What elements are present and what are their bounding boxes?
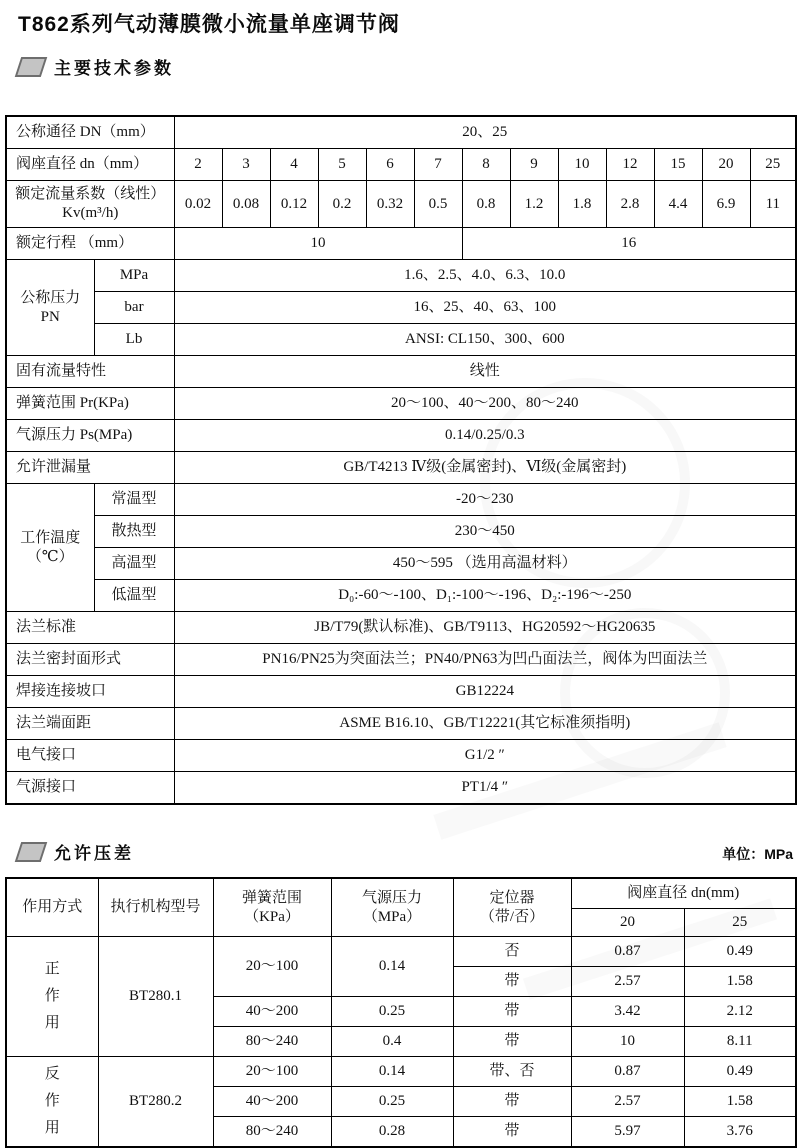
row-label: 气源接口 xyxy=(6,772,174,805)
allowable-pressure-diff-table xyxy=(5,877,797,1148)
sub-label: 高温型 xyxy=(94,548,174,580)
cell-dn: 8 xyxy=(462,149,510,181)
col-header-action-mode: 作用方式 xyxy=(6,878,98,937)
parallelogram-icon xyxy=(15,842,47,862)
table-row-reverse-1 xyxy=(6,1057,796,1087)
cell-spring: 80～240 xyxy=(213,1117,331,1148)
row-value: 1.6、2.5、4.0、6.3、10.0 xyxy=(174,260,796,292)
header-line2: （带/否） xyxy=(479,908,545,925)
col-header-spring-range xyxy=(213,878,331,937)
group-label-working-temperature xyxy=(6,484,94,612)
row-value: D₀:-60～-100、D₁:-100～-196、D₂:-196～-250 xyxy=(174,580,796,612)
section-bar-pressure-diff xyxy=(14,839,795,864)
table-row-flange-standard xyxy=(6,612,796,644)
cell-value-dn20: 0.87 xyxy=(571,937,684,967)
cell-spring: 40～200 xyxy=(213,997,331,1027)
sub-label: 散热型 xyxy=(94,516,174,548)
group-label-nominal-pressure xyxy=(6,260,94,356)
cell-spring: 40～200 xyxy=(213,1087,331,1117)
header-line1: 气源压力 xyxy=(361,889,422,906)
sub-label: bar xyxy=(94,292,174,324)
col-header-air-pressure xyxy=(331,878,453,937)
cell-value-dn20: 3.42 xyxy=(571,997,684,1027)
cell-kv: 0.2 xyxy=(318,181,366,228)
row-label-line1: 额定流量系数（线性） xyxy=(15,186,166,203)
cell-dn: 25 xyxy=(750,149,796,181)
cell-dn: 5 xyxy=(318,149,366,181)
cell-kv: 2.8 xyxy=(606,181,654,228)
cell-spring: 20～100 xyxy=(213,937,331,997)
cell-air: 0.25 xyxy=(331,997,453,1027)
cell-kv: 6.9 xyxy=(702,181,750,228)
sub-label: Lb xyxy=(94,324,174,356)
cell-dn: 2 xyxy=(174,149,222,181)
cell-spring: 20～100 xyxy=(213,1057,331,1087)
header-line2: （MPa） xyxy=(362,908,422,925)
sub-label: 常温型 xyxy=(94,484,174,516)
row-value: ASME B16.10、GB/T12221(其它标准须指明) xyxy=(174,708,796,740)
cell-actuator: BT280.2 xyxy=(98,1057,213,1148)
table-row-temp-low xyxy=(6,580,796,612)
row-label: 阀座直径 dn（mm） xyxy=(6,149,174,181)
cell-positioner: 带、否 xyxy=(453,1057,571,1087)
col-header-dn25: 25 xyxy=(684,909,796,937)
col-header-seat-diameter: 阀座直径 dn(mm) xyxy=(571,878,796,909)
row-label: 法兰端面距 xyxy=(6,708,174,740)
page-title: T862系列气动薄膜微小流量单座调节阀 xyxy=(18,13,400,36)
col-header-actuator-model: 执行机构型号 xyxy=(98,878,213,937)
table-row-flow-coefficient xyxy=(6,181,796,228)
row-value: -20～230 xyxy=(174,484,796,516)
row-label: 焊接连接坡口 xyxy=(6,676,174,708)
cell-positioner: 带 xyxy=(453,1087,571,1117)
table-row-pn-mpa xyxy=(6,260,796,292)
group-label-line2: （℃） xyxy=(26,548,74,565)
header-row xyxy=(6,878,796,909)
section-header-pressure-diff xyxy=(14,839,134,864)
row-value: JB/T79(默认标准)、GB/T9113、HG20592～HG20635 xyxy=(174,612,796,644)
group-label-line2: PN xyxy=(40,308,60,325)
section-title-main-params: 主要技术参数 xyxy=(54,59,174,78)
sub-label: 低温型 xyxy=(94,580,174,612)
vertical-text: 正作用 xyxy=(44,961,60,1031)
row-value: PT1/4 ″ xyxy=(174,772,796,805)
table-row-rated-travel xyxy=(6,228,796,260)
row-value: 20、25 xyxy=(174,116,796,149)
row-label: 气源压力 Ps(MPa) xyxy=(6,420,174,452)
row-value: GB12224 xyxy=(174,676,796,708)
row-value: PN16/PN25为突面法兰；PN40/PN63为凹凸面法兰，阀体为凹面法兰 xyxy=(174,644,796,676)
group-label-line1: 工作温度 xyxy=(20,529,81,546)
sub-label: MPa xyxy=(94,260,174,292)
row-value: 16、25、40、63、100 xyxy=(174,292,796,324)
row-value: ANSI: CL150、300、600 xyxy=(174,324,796,356)
row-label: 法兰标准 xyxy=(6,612,174,644)
row-label xyxy=(6,181,174,228)
table-row-direct-1a xyxy=(6,937,796,967)
row-value: 0.14/0.25/0.3 xyxy=(174,420,796,452)
cell-air: 0.14 xyxy=(331,1057,453,1087)
cell-positioner: 带 xyxy=(453,967,571,997)
table-row-face-to-face xyxy=(6,708,796,740)
cell-value-dn20: 2.57 xyxy=(571,967,684,997)
row-label: 固有流量特性 xyxy=(6,356,174,388)
table-row-seat-diameter xyxy=(6,149,796,181)
row-value: GB/T4213 Ⅳ级(金属密封)、Ⅵ级(金属密封) xyxy=(174,452,796,484)
table-row-spring-range xyxy=(6,388,796,420)
cell-action-reverse xyxy=(6,1057,98,1148)
cell-action-direct xyxy=(6,937,98,1057)
cell-kv: 11 xyxy=(750,181,796,228)
cell-spring: 80～240 xyxy=(213,1027,331,1057)
row-value: 450～595 （选用高温材料） xyxy=(174,548,796,580)
row-label: 公称通径 DN（mm） xyxy=(6,116,174,149)
row-value: 230～450 xyxy=(174,516,796,548)
row-label: 电气接口 xyxy=(6,740,174,772)
group-label-line1: 公称压力 xyxy=(20,289,81,306)
cell-kv: 0.32 xyxy=(366,181,414,228)
row-value: 线性 xyxy=(174,356,796,388)
table-row-nominal-diameter xyxy=(6,116,796,149)
table-row-flange-face xyxy=(6,644,796,676)
cell-positioner: 带 xyxy=(453,997,571,1027)
row-value: G1/2 ″ xyxy=(174,740,796,772)
cell-dn: 3 xyxy=(222,149,270,181)
cell-actuator: BT280.1 xyxy=(98,937,213,1057)
row-value: 20～100、40～200、80～240 xyxy=(174,388,796,420)
header-line1: 弹簧范围 xyxy=(241,889,302,906)
table-row-temp-high xyxy=(6,548,796,580)
cell-value-dn20: 5.97 xyxy=(571,1117,684,1148)
document-page xyxy=(0,8,800,1148)
row-label: 法兰密封面形式 xyxy=(6,644,174,676)
col-header-positioner xyxy=(453,878,571,937)
parallelogram-icon xyxy=(15,57,47,77)
cell-kv: 0.8 xyxy=(462,181,510,228)
section-header-main-params xyxy=(14,54,174,79)
table-row-leakage xyxy=(6,452,796,484)
main-parameters-table xyxy=(5,115,797,805)
cell-dn: 10 xyxy=(558,149,606,181)
cell-positioner: 否 xyxy=(453,937,571,967)
table-row-air-port xyxy=(6,772,796,805)
row-label: 额定行程 （mm） xyxy=(6,228,174,260)
cell-dn: 15 xyxy=(654,149,702,181)
cell-air: 0.28 xyxy=(331,1117,453,1148)
cell-air: 0.25 xyxy=(331,1087,453,1117)
table-row-pn-bar xyxy=(6,292,796,324)
row-label-line2: Kv(m³/h) xyxy=(62,205,119,221)
table-row-air-supply xyxy=(6,420,796,452)
row-value: 10 xyxy=(174,228,462,260)
cell-value-dn25: 2.12 xyxy=(684,997,796,1027)
cell-kv: 1.2 xyxy=(510,181,558,228)
cell-dn: 20 xyxy=(702,149,750,181)
row-label: 允许泄漏量 xyxy=(6,452,174,484)
cell-dn: 9 xyxy=(510,149,558,181)
table-row-flow-characteristic xyxy=(6,356,796,388)
cell-value-dn20: 0.87 xyxy=(571,1057,684,1087)
row-value: 16 xyxy=(462,228,796,260)
cell-kv: 0.02 xyxy=(174,181,222,228)
cell-kv: 0.12 xyxy=(270,181,318,228)
table-row-weld-groove xyxy=(6,676,796,708)
row-label: 弹簧范围 Pr(KPa) xyxy=(6,388,174,420)
header-line1: 定位器 xyxy=(489,889,535,906)
cell-positioner: 带 xyxy=(453,1027,571,1057)
cell-value-dn20: 2.57 xyxy=(571,1087,684,1117)
section-title-pressure-diff: 允许压差 xyxy=(54,844,134,863)
cell-kv: 1.8 xyxy=(558,181,606,228)
cell-positioner: 带 xyxy=(453,1117,571,1148)
cell-kv: 4.4 xyxy=(654,181,702,228)
cell-dn: 4 xyxy=(270,149,318,181)
cell-dn: 7 xyxy=(414,149,462,181)
cell-value-dn25: 0.49 xyxy=(684,937,796,967)
table-row-temp-heat-dissipating xyxy=(6,516,796,548)
cell-dn: 12 xyxy=(606,149,654,181)
cell-air: 0.4 xyxy=(331,1027,453,1057)
header-line2: （KPa） xyxy=(244,908,300,925)
cell-dn: 6 xyxy=(366,149,414,181)
cell-value-dn25: 3.76 xyxy=(684,1117,796,1148)
cell-value-dn25: 1.58 xyxy=(684,967,796,997)
cell-value-dn25: 8.11 xyxy=(684,1027,796,1057)
cell-kv: 0.08 xyxy=(222,181,270,228)
cell-value-dn20: 10 xyxy=(571,1027,684,1057)
section-bar-main-params xyxy=(14,54,795,79)
table-row-temp-normal xyxy=(6,484,796,516)
table-row-electrical-port xyxy=(6,740,796,772)
cell-value-dn25: 1.58 xyxy=(684,1087,796,1117)
vertical-text: 反作用 xyxy=(44,1066,60,1136)
col-header-dn20: 20 xyxy=(571,909,684,937)
cell-air: 0.14 xyxy=(331,937,453,997)
table-row-pn-lb xyxy=(6,324,796,356)
unit-label: 单位：MPa xyxy=(722,846,793,862)
cell-value-dn25: 0.49 xyxy=(684,1057,796,1087)
cell-kv: 0.5 xyxy=(414,181,462,228)
